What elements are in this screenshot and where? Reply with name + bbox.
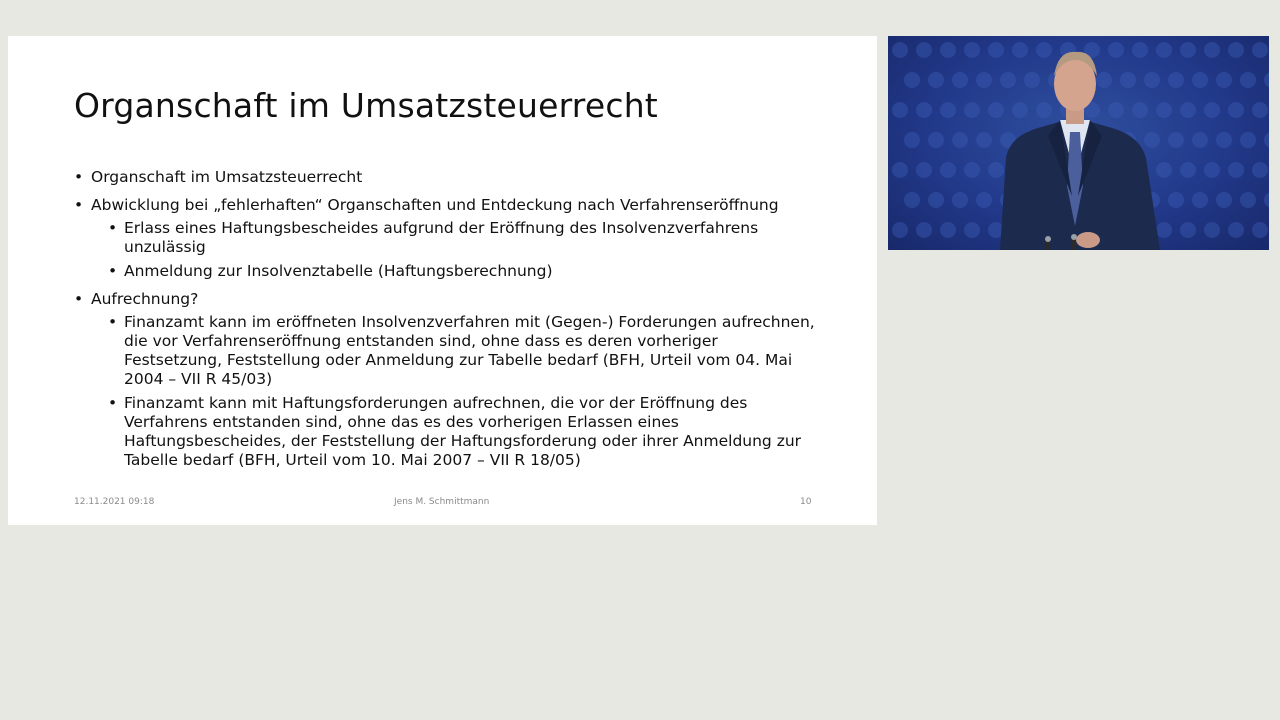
bullet-item (74, 196, 819, 281)
presenter-figure (888, 36, 1269, 250)
footer-page-number: 10 (800, 497, 812, 507)
bullet-text: Organschaft im Umsatzsteuerrecht (91, 168, 363, 186)
bullet-list (74, 168, 819, 479)
sub-bullet-item: • Finanzamt kann mit Haftungsforderungen aufrechnen, die vor der Eröffnung des Verfahrens entstanden sind, ohne das es des vorherigen Erlassen eines Haftungsbescheides, der Feststellung der Haftungsforderung oder ihrer Anmeldung zur Tabelle bedarf (BFH, Urteil vom 10. Mai 2007 – VII R 18/05) (108, 394, 819, 470)
slide (8, 36, 877, 525)
sub-bullet-list (91, 219, 819, 281)
bullet-text: Abwicklung bei „fehlerhaften“ Organschaften und Entdeckung nach Verfahrenseröffnung (91, 196, 779, 214)
bullet-text: Aufrechnung? (91, 290, 199, 308)
sub-bullet-item: • Erlass eines Haftungsbescheides aufgrund der Eröffnung des Insolvenzverfahrens unzulässig (108, 219, 819, 257)
footer-date: 12.11.2021 09:18 (74, 497, 155, 507)
slide-title: Organschaft im Umsatzsteuerrecht (74, 86, 658, 125)
bullet-item (74, 290, 819, 470)
presenter-video[interactable] (888, 36, 1269, 250)
footer-author: Jens M. Schmittmann (394, 497, 490, 507)
sub-bullet-item: • Finanzamt kann im eröffneten Insolvenzverfahren mit (Gegen-) Forderungen aufrechnen, die vor Verfahrenseröffnung entstanden sind, ohne dass es deren vorheriger Festsetzung, Feststellung oder Anmeldung zur Tabelle bedarf (BFH, Urteil vom 04. Mai 2004 – VII R 45/03) (108, 313, 819, 389)
bullet-item (74, 168, 819, 187)
sub-bullet-list (91, 313, 819, 470)
sub-bullet-item: • Anmeldung zur Insolvenztabelle (Haftungsberechnung) (108, 262, 819, 281)
